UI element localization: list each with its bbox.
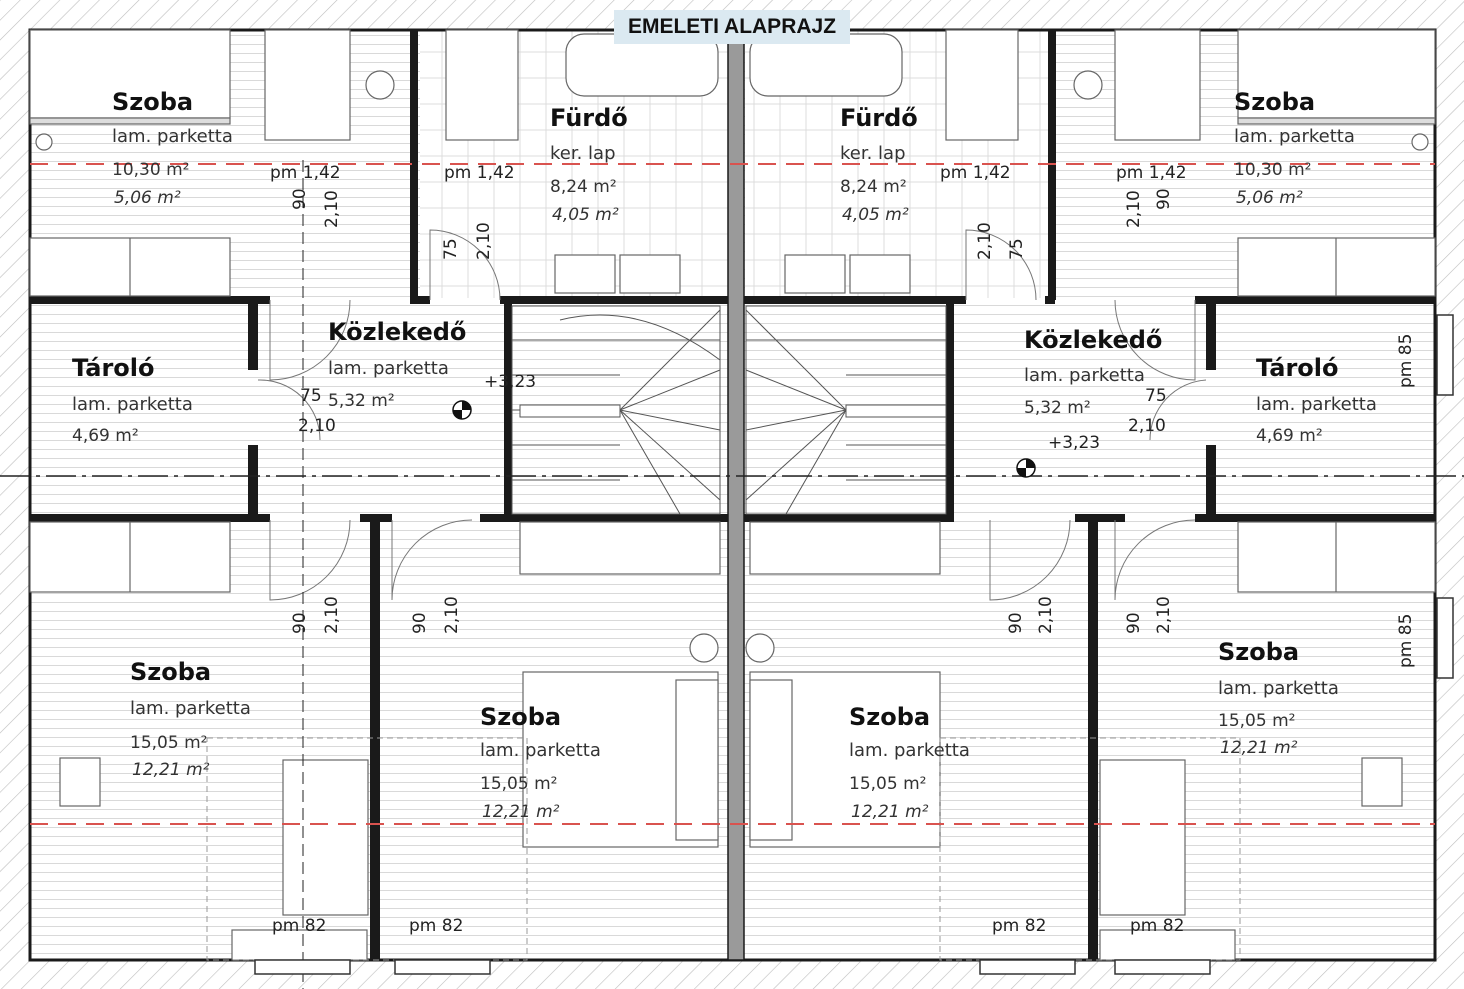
room-name: Szoba — [130, 658, 212, 686]
room-area-2: 12,21 m² — [1220, 738, 1298, 758]
room-name: Közlekedő — [1024, 326, 1163, 354]
room-area: 10,30 m² — [112, 160, 190, 180]
door-dim-label: pm 1,42 — [444, 163, 515, 183]
door-dim-90: 90 — [290, 188, 310, 210]
door-dim-label: pm 1,42 — [940, 163, 1011, 183]
room-area: 10,30 m² — [1234, 160, 1312, 180]
room-name: Fürdő — [840, 104, 918, 132]
room-floor: lam. parketta — [1234, 126, 1355, 147]
door-dim-90: 90 — [410, 612, 430, 634]
door-dim-90: 90 — [1154, 188, 1174, 210]
room-area: 5,32 m² — [1024, 398, 1091, 418]
room-floor: lam. parketta — [72, 394, 193, 415]
room-name: Tároló — [72, 354, 155, 382]
room-area: 8,24 m² — [840, 177, 907, 197]
room-area-2: 12,21 m² — [132, 760, 210, 780]
door-dim-210: 2,10 — [1128, 416, 1166, 436]
level-marker-left — [453, 401, 471, 419]
room-name: Fürdő — [550, 104, 628, 132]
room-area: 4,69 m² — [1256, 426, 1323, 446]
window-dim-label: pm 82 — [409, 916, 464, 936]
room-name: Tároló — [1256, 354, 1339, 382]
door-dim-210: 2,10 — [298, 416, 336, 436]
door-dim-75: 75 — [300, 386, 322, 406]
room-name: Szoba — [1218, 638, 1300, 666]
window-dim-label: pm 82 — [1130, 916, 1185, 936]
room-area: 15,05 m² — [849, 774, 927, 794]
door-dim-90: 90 — [290, 612, 310, 634]
level-marker-right — [1017, 459, 1035, 477]
window-dim-label: pm 85 — [1396, 333, 1416, 388]
room-area: 15,05 m² — [1218, 711, 1296, 731]
door-dim-75: 75 — [1007, 238, 1027, 260]
room-floor: lam. parketta — [480, 740, 601, 761]
room-area-2: 4,05 m² — [552, 205, 619, 225]
door-dim-90: 90 — [1124, 612, 1144, 634]
door-dim-label: pm 1,42 — [1116, 163, 1187, 183]
door-dim-210: 2,10 — [322, 596, 342, 634]
room-area: 15,05 m² — [480, 774, 558, 794]
room-area-2: 5,06 m² — [114, 188, 181, 208]
room-floor: lam. parketta — [328, 358, 449, 379]
room-floor: lam. parketta — [1024, 365, 1145, 386]
door-dim-210: 2,10 — [1036, 596, 1056, 634]
room-floor: ker. lap — [840, 143, 906, 164]
door-dim-75: 75 — [1145, 386, 1167, 406]
room-floor: lam. parketta — [112, 126, 233, 147]
room-name: Szoba — [112, 88, 194, 116]
door-dim-210: 2,10 — [442, 596, 462, 634]
room-floor: lam. parketta — [849, 740, 970, 761]
room-area: 8,24 m² — [550, 177, 617, 197]
door-dim-label: pm 1,42 — [270, 163, 341, 183]
door-dim-90: 90 — [1006, 612, 1026, 634]
room-name: Szoba — [480, 703, 562, 731]
level-label: +3,23 — [1048, 433, 1101, 453]
window-dim-label: pm 85 — [1396, 613, 1416, 668]
door-dim-75: 75 — [441, 238, 461, 260]
room-area-2: 4,05 m² — [842, 205, 909, 225]
room-area: 15,05 m² — [130, 733, 208, 753]
door-dim-210: 2,10 — [322, 190, 342, 228]
level-label: +3,23 — [484, 372, 537, 392]
room-floor: lam. parketta — [1218, 678, 1339, 699]
party-wall — [728, 30, 744, 960]
room-name: Közlekedő — [328, 318, 467, 346]
room-floor: ker. lap — [550, 143, 616, 164]
window-dim-label: pm 82 — [272, 916, 327, 936]
room-area-2: 12,21 m² — [482, 802, 560, 822]
room-floor: lam. parketta — [1256, 394, 1377, 415]
door-dim-210: 2,10 — [474, 222, 494, 260]
room-area-2: 12,21 m² — [851, 802, 929, 822]
room-area: 5,32 m² — [328, 391, 395, 411]
room-area: 4,69 m² — [72, 426, 139, 446]
plan-title: EMELETI ALAPRAJZ — [614, 10, 850, 44]
door-dim-210: 2,10 — [1154, 596, 1174, 634]
room-name: Szoba — [849, 703, 931, 731]
window-dim-label: pm 82 — [992, 916, 1047, 936]
room-name: Szoba — [1234, 88, 1316, 116]
room-area-2: 5,06 m² — [1236, 188, 1303, 208]
room-floor: lam. parketta — [130, 698, 251, 719]
door-dim-210: 2,10 — [1124, 190, 1144, 228]
door-dim-210: 2,10 — [975, 222, 995, 260]
